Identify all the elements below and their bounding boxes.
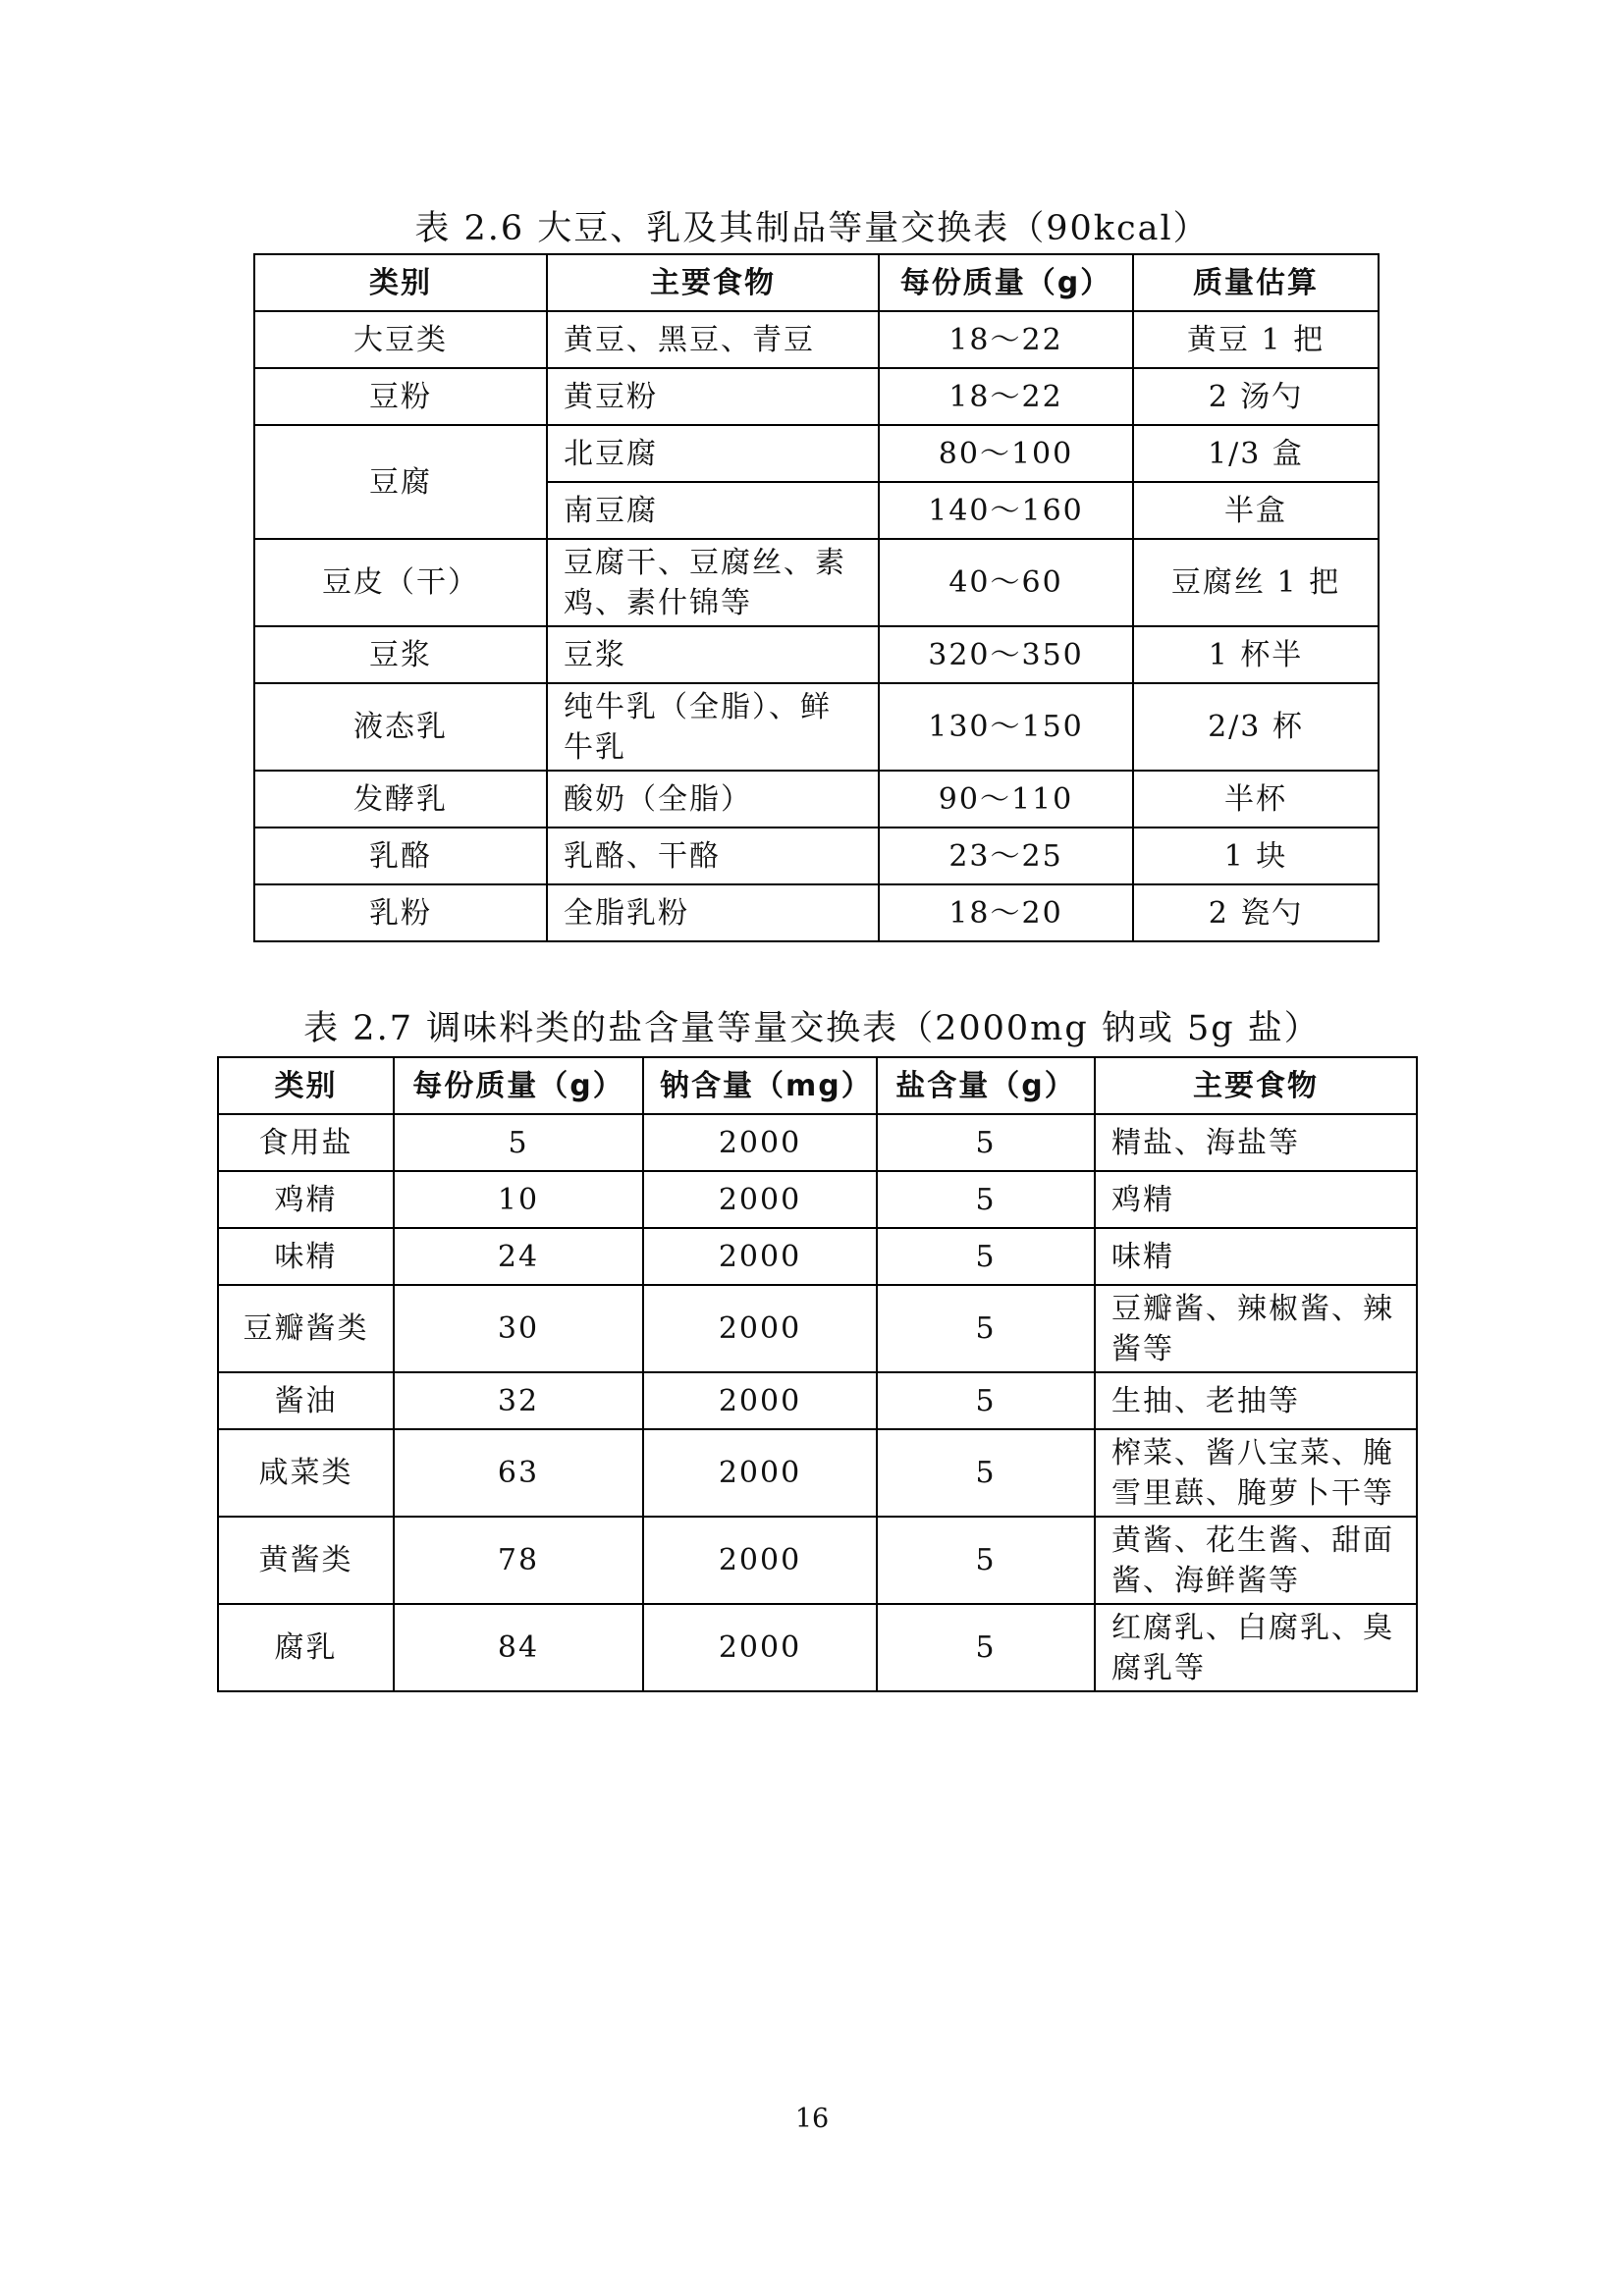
- category-cell: 豆皮（干）: [254, 539, 547, 626]
- foods-cell: 豆瓣酱、辣椒酱、辣酱等: [1095, 1285, 1417, 1372]
- salt-cell: 5: [877, 1285, 1095, 1372]
- foods-cell: 南豆腐: [547, 482, 879, 539]
- foods-cell: 味精: [1095, 1228, 1417, 1285]
- category-cell: 咸菜类: [218, 1429, 394, 1517]
- weight-cell: 24: [394, 1228, 643, 1285]
- salt-cell: 5: [877, 1517, 1095, 1604]
- weight-cell: 80～100: [879, 425, 1133, 482]
- foods-cell: 北豆腐: [547, 425, 879, 482]
- salt-cell: 5: [877, 1228, 1095, 1285]
- estimate-cell: 2 汤勺: [1133, 368, 1379, 425]
- foods-cell: 豆腐干、豆腐丝、素鸡、素什锦等: [547, 539, 879, 626]
- header-main-foods: 主要食物: [1095, 1057, 1417, 1114]
- soy-dairy-exchange-table: [253, 253, 1380, 942]
- table-row: [254, 425, 1379, 482]
- header-weight-per-serving: 每份质量（g）: [879, 254, 1133, 311]
- estimate-cell: 1 块: [1133, 828, 1379, 884]
- weight-cell: 130～150: [879, 683, 1133, 771]
- category-cell: 豆腐: [254, 425, 547, 539]
- estimate-cell: 半盒: [1133, 482, 1379, 539]
- page-number: 16: [794, 2104, 830, 2134]
- sodium-cell: 2000: [643, 1171, 877, 1228]
- category-cell: 豆粉: [254, 368, 547, 425]
- table-row: [218, 1604, 1417, 1691]
- table-row: [218, 1285, 1417, 1372]
- foods-cell: 精盐、海盐等: [1095, 1114, 1417, 1171]
- weight-cell: 140～160: [879, 482, 1133, 539]
- header-category: 类别: [254, 254, 547, 311]
- table-row: [254, 539, 1379, 626]
- seasoning-salt-exchange-table: [217, 1056, 1418, 1692]
- foods-cell: 黄豆粉: [547, 368, 879, 425]
- table-2-7-caption: 表 2.7 调味料类的盐含量等量交换表（2000mg 钠或 5g 盐）: [303, 1009, 1321, 1048]
- table-row: [218, 1228, 1417, 1285]
- category-cell: 乳酪: [254, 828, 547, 884]
- table-2-6-caption: 表 2.6 大豆、乳及其制品等量交换表（90kcal）: [414, 209, 1210, 248]
- table-row: [218, 1517, 1417, 1604]
- category-cell: 酱油: [218, 1372, 394, 1429]
- weight-cell: 30: [394, 1285, 643, 1372]
- weight-cell: 320～350: [879, 626, 1133, 683]
- category-cell: 乳粉: [254, 884, 547, 941]
- foods-cell: 生抽、老抽等: [1095, 1372, 1417, 1429]
- weight-cell: 63: [394, 1429, 643, 1517]
- sodium-cell: 2000: [643, 1372, 877, 1429]
- category-cell: 发酵乳: [254, 771, 547, 828]
- estimate-cell: 黄豆 1 把: [1133, 311, 1379, 368]
- foods-cell: 酸奶（全脂）: [547, 771, 879, 828]
- category-cell: 味精: [218, 1228, 394, 1285]
- foods-cell: 乳酪、干酪: [547, 828, 879, 884]
- category-cell: 液态乳: [254, 683, 547, 771]
- header-sodium: 钠含量（mg）: [643, 1057, 877, 1114]
- sodium-cell: 2000: [643, 1604, 877, 1691]
- header-category: 类别: [218, 1057, 394, 1114]
- foods-cell: 鸡精: [1095, 1171, 1417, 1228]
- foods-cell: 红腐乳、白腐乳、臭腐乳等: [1095, 1604, 1417, 1691]
- foods-cell: 全脂乳粉: [547, 884, 879, 941]
- sodium-cell: 2000: [643, 1285, 877, 1372]
- category-cell: 食用盐: [218, 1114, 394, 1171]
- weight-cell: 18～22: [879, 368, 1133, 425]
- weight-cell: 32: [394, 1372, 643, 1429]
- salt-cell: 5: [877, 1171, 1095, 1228]
- table-row: [218, 1114, 1417, 1171]
- table-row: [254, 368, 1379, 425]
- foods-cell: 榨菜、酱八宝菜、腌雪里蕻、腌萝卜干等: [1095, 1429, 1417, 1517]
- weight-cell: 5: [394, 1114, 643, 1171]
- estimate-cell: 半杯: [1133, 771, 1379, 828]
- table-row: [254, 311, 1379, 368]
- foods-cell: 豆浆: [547, 626, 879, 683]
- header-main-foods: 主要食物: [547, 254, 879, 311]
- weight-cell: 84: [394, 1604, 643, 1691]
- estimate-cell: 豆腐丝 1 把: [1133, 539, 1379, 626]
- weight-cell: 90～110: [879, 771, 1133, 828]
- table-row: [254, 828, 1379, 884]
- table-header-row: [254, 254, 1379, 311]
- header-weight-per-serving: 每份质量（g）: [394, 1057, 643, 1114]
- weight-cell: 18～22: [879, 311, 1133, 368]
- header-estimate: 质量估算: [1133, 254, 1379, 311]
- weight-cell: 18～20: [879, 884, 1133, 941]
- weight-cell: 23～25: [879, 828, 1133, 884]
- foods-cell: 纯牛乳（全脂）、鲜牛乳: [547, 683, 879, 771]
- weight-cell: 40～60: [879, 539, 1133, 626]
- salt-cell: 5: [877, 1604, 1095, 1691]
- sodium-cell: 2000: [643, 1429, 877, 1517]
- category-cell: 豆浆: [254, 626, 547, 683]
- estimate-cell: 2 瓷勺: [1133, 884, 1379, 941]
- table-row: [218, 1171, 1417, 1228]
- salt-cell: 5: [877, 1114, 1095, 1171]
- table-row: [218, 1372, 1417, 1429]
- header-salt: 盐含量（g）: [877, 1057, 1095, 1114]
- category-cell: 腐乳: [218, 1604, 394, 1691]
- estimate-cell: 1/3 盒: [1133, 425, 1379, 482]
- category-cell: 黄酱类: [218, 1517, 394, 1604]
- table-row: [254, 884, 1379, 941]
- salt-cell: 5: [877, 1429, 1095, 1517]
- weight-cell: 78: [394, 1517, 643, 1604]
- table-row: [254, 683, 1379, 771]
- table-row: [218, 1429, 1417, 1517]
- sodium-cell: 2000: [643, 1228, 877, 1285]
- estimate-cell: 2/3 杯: [1133, 683, 1379, 771]
- table-row: [254, 626, 1379, 683]
- table-row: [254, 771, 1379, 828]
- foods-cell: 黄豆、黑豆、青豆: [547, 311, 879, 368]
- table-header-row: [218, 1057, 1417, 1114]
- sodium-cell: 2000: [643, 1517, 877, 1604]
- weight-cell: 10: [394, 1171, 643, 1228]
- foods-cell: 黄酱、花生酱、甜面酱、海鲜酱等: [1095, 1517, 1417, 1604]
- category-cell: 豆瓣酱类: [218, 1285, 394, 1372]
- estimate-cell: 1 杯半: [1133, 626, 1379, 683]
- salt-cell: 5: [877, 1372, 1095, 1429]
- category-cell: 大豆类: [254, 311, 547, 368]
- sodium-cell: 2000: [643, 1114, 877, 1171]
- category-cell: 鸡精: [218, 1171, 394, 1228]
